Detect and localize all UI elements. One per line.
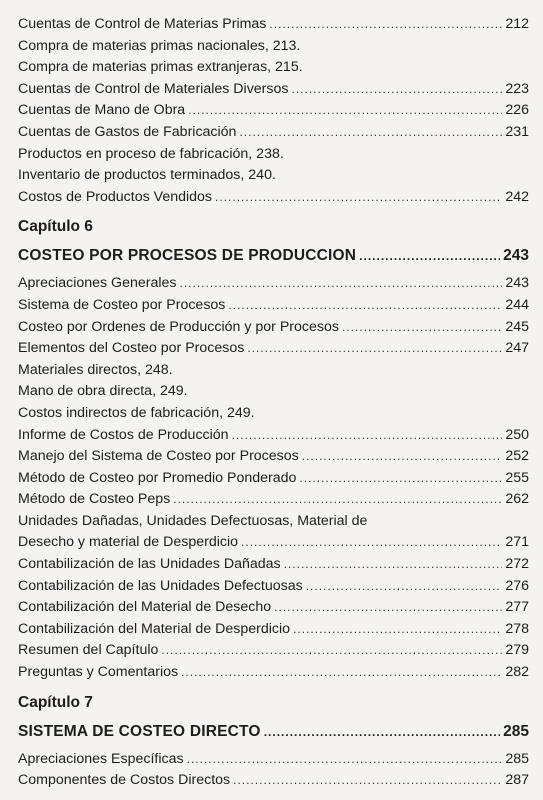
toc-entry [18, 317, 529, 339]
toc-block-chapter-6 [18, 273, 529, 683]
toc-entry-title: Apreciaciones Generales [18, 275, 177, 292]
toc-entry-title: Contabilización del Material de Desecho [18, 599, 272, 616]
toc-entry [18, 36, 529, 58]
toc-entry-page: 250 [505, 426, 529, 443]
toc-entry-page: 242 [505, 188, 529, 205]
toc-entry-title: Preguntas y Comentarios [18, 664, 179, 681]
toc-entry [18, 532, 529, 554]
dot-leader [264, 719, 500, 746]
toc-entry [18, 770, 529, 792]
toc-entry [18, 446, 529, 468]
chapter-title-row [18, 718, 529, 745]
chapter-label: Capítulo 6 [18, 218, 93, 236]
chapter-page-number: 285 [503, 722, 529, 740]
dot-leader [161, 640, 502, 662]
toc-entry [18, 187, 529, 209]
dot-leader [306, 576, 503, 598]
toc-entry [18, 338, 529, 360]
toc-entry [18, 511, 529, 533]
toc-entry [18, 576, 529, 598]
dot-leader [269, 14, 502, 36]
toc-entry-page: 277 [505, 599, 529, 616]
toc-entry [18, 122, 529, 144]
toc-entry-page: 279 [505, 642, 529, 659]
toc-entry-title: Materiales directos, 248. [18, 361, 173, 378]
toc-entry [18, 468, 529, 490]
dot-leader [293, 619, 502, 641]
toc-entry-page: 272 [505, 556, 529, 573]
dot-leader [187, 749, 503, 771]
toc-entry-page: 271 [505, 534, 529, 551]
toc-entry-title: Costos indirectos de fabricación, 249. [18, 404, 255, 421]
toc-entry-page: 287 [505, 772, 529, 789]
toc-entry-title: Método de Costeo por Promedio Ponderado [18, 469, 297, 486]
toc-entry-title: Desecho y material de Desperdicio [18, 534, 239, 551]
dot-leader [233, 770, 502, 792]
toc-entry-title: Compra de materias primas nacionales, 213. [18, 37, 301, 54]
toc-entry [18, 295, 529, 317]
dot-leader [241, 532, 502, 554]
toc-entry-title: Componentes de Costos Directos [18, 772, 231, 789]
dot-leader [274, 597, 502, 619]
dot-leader [181, 662, 502, 684]
toc-entry [18, 749, 529, 771]
toc-entry-title: Productos en proceso de fabricación, 238. [18, 145, 284, 162]
toc-entry-title: Compra de materias primas extranjeras, 215. [18, 59, 303, 76]
toc-entry-title: Mano de obra directa, 249. [18, 383, 188, 400]
dot-leader [228, 295, 502, 317]
dot-leader [342, 317, 502, 339]
toc-entry-title: Contabilización del Material de Desperdicio [18, 620, 291, 637]
toc-entry-page: 247 [505, 340, 529, 357]
toc-entry-title: Costeo por Ordenes de Producción y por Procesos [18, 318, 339, 335]
toc-entry-title: Contabilización de las Unidades Defectuosas [18, 577, 303, 594]
toc-entry-page: 226 [505, 102, 529, 119]
toc-entry-title: Resumen del Capítulo [18, 642, 159, 659]
toc-entry-page: 223 [505, 80, 529, 97]
chapter-page-number: 243 [503, 247, 529, 265]
toc-entry-page: 212 [505, 16, 529, 32]
toc-entry [18, 14, 529, 36]
toc-entry-title: Contabilización de las Unidades Dañadas [18, 556, 281, 573]
toc-entry-page: 262 [505, 491, 529, 508]
dot-leader [299, 468, 502, 490]
toc-entry [18, 619, 529, 641]
toc-entry [18, 79, 529, 101]
dot-leader [188, 100, 502, 122]
toc-entry-page: 245 [505, 318, 529, 335]
toc-entry-page: 243 [505, 275, 529, 292]
toc-entry [18, 640, 529, 662]
toc-entry-title: Unidades Dañadas, Unidades Defectuosas, Material de [18, 512, 368, 529]
toc-entry-title: Cuentas de Control de Materiales Diversos [18, 80, 289, 97]
dot-leader [247, 338, 502, 360]
dot-leader [232, 425, 503, 447]
toc-entry-page: 282 [505, 664, 529, 681]
toc-entry [18, 165, 529, 187]
dot-leader [215, 187, 502, 209]
toc-entry-title: Método de Costeo Peps [18, 491, 171, 508]
chapter-title: COSTEO POR PROCESOS DE PRODUCCION [18, 247, 357, 265]
dot-leader [239, 122, 502, 144]
toc-entry-title: Informe de Costos de Producción [18, 426, 229, 443]
toc-entry [18, 273, 529, 295]
toc-entry-page: 278 [505, 620, 529, 637]
chapter-label: Capítulo 7 [18, 693, 93, 711]
toc-entry-title: Manejo del Sistema de Costeo por Procesos [18, 448, 299, 465]
toc-entry-page: 252 [505, 448, 529, 465]
toc-entry-page: 255 [505, 469, 529, 486]
toc-entry [18, 100, 529, 122]
toc-entry-title: Inventario de productos terminados, 240. [18, 167, 276, 184]
toc-entry-title: Costos de Productos Vendidos [18, 188, 213, 205]
dot-leader [180, 273, 503, 295]
toc-entry-title: Apreciaciones Específicas [18, 750, 184, 767]
toc-entry-page: 244 [505, 296, 529, 313]
table-of-contents [18, 14, 529, 792]
toc-entry [18, 597, 529, 619]
toc-entry [18, 425, 529, 447]
toc-entry [18, 360, 529, 382]
dot-leader [291, 79, 502, 101]
toc-entry [18, 489, 529, 511]
toc-entry-title: Cuentas de Mano de Obra [18, 102, 186, 119]
chapter-title: SISTEMA DE COSTEO DIRECTO [18, 722, 261, 740]
dot-leader [302, 446, 503, 468]
toc-entry-title: Cuentas de Gastos de Fabricación [18, 123, 237, 140]
toc-entry-page: 231 [505, 123, 529, 140]
toc-entry-page: 276 [505, 577, 529, 594]
toc-entry [18, 554, 529, 576]
dot-leader [284, 554, 503, 576]
toc-entry-title: Elementos del Costeo por Procesos [18, 340, 245, 357]
toc-entry-page: 285 [505, 750, 529, 767]
toc-entry [18, 381, 529, 403]
toc-entry [18, 144, 529, 166]
toc-block-chapter-7 [18, 749, 529, 792]
toc-block-intro [18, 14, 529, 208]
dot-leader [173, 489, 502, 511]
toc-entry-title: Cuentas de Control de Materias Primas [18, 16, 267, 32]
dot-leader [359, 243, 500, 270]
toc-entry [18, 403, 529, 425]
toc-entry [18, 57, 529, 79]
toc-entry [18, 662, 529, 684]
toc-entry-title: Sistema de Costeo por Procesos [18, 296, 226, 313]
chapter-title-row [18, 242, 529, 269]
